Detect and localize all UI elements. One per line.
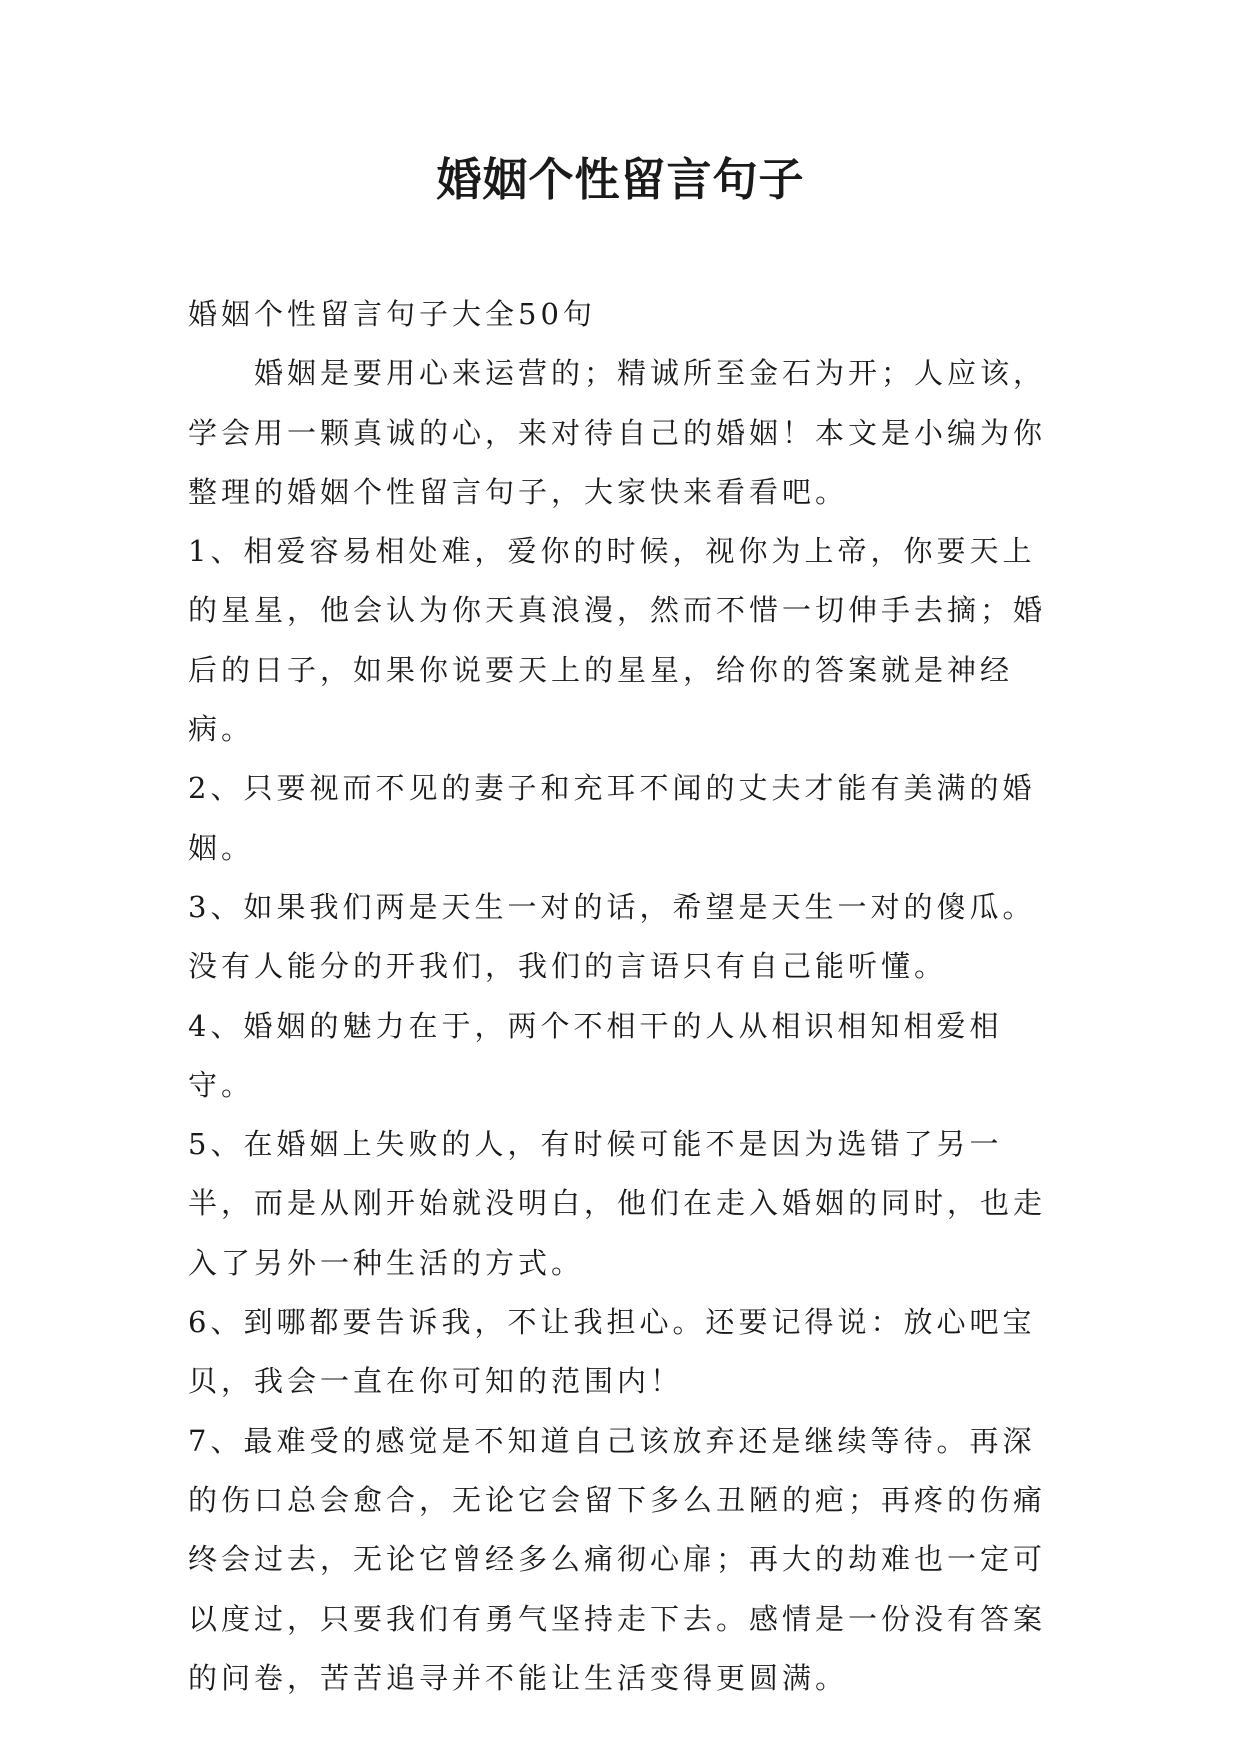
quote-paragraph-4: 4、婚姻的魅力在于，两个不相干的人从相识相知相爱相守。 <box>188 1008 1003 1102</box>
quote-paragraph-1: 1、相爱容易相处难，爱你的时候，视你为上帝，你要天上的星星，他会认为你天真浪漫，然而不惜一切伸手去摘；婚后的日子，如果你说要天上的星星，给你的答案就是神经病。 <box>188 534 1047 747</box>
quote-paragraph-6: 6、到哪都要告诉我，不让我担心。还要记得说：放心吧宝贝，我会一直在你可知的范围内！ <box>188 1305 1036 1399</box>
page-title: 婚姻个性留言句子 <box>436 153 805 206</box>
quote-paragraph-5: 5、在婚姻上失败的人，有时候可能不是因为选错了另一半，而是从刚开始就没明白，他们在走入婚姻的同时，也走入了另外一种生活的方式。 <box>188 1127 1047 1280</box>
subtitle-paragraph: 婚姻个性留言句子大全50句 <box>188 297 596 331</box>
quote-paragraph-3: 3、如果我们两是天生一对的话，希望是天生一对的傻瓜。没有人能分的开我们，我们的言语只有自己能听懂。 <box>188 889 1036 984</box>
quote-paragraph-2: 2、只要视而不见的妻子和充耳不闻的丈夫才能有美满的婚姻。 <box>188 771 1036 865</box>
quote-paragraph-7: 7、最难受的感觉是不知道自己该放弃还是继续等待。再深的伤口总会愈合，无论它会留下多么丑陋的疤；再疼的伤痛终会过去，无论它曾经多么痛彻心扉；再大的劫难也一定可以度过，只要我们有勇气坚持走下去。感情是一份没有答案的问卷，苦苦追寻并不能让生活变得更圆满。 <box>188 1423 1047 1695</box>
intro-paragraph: 婚姻是要用心来运营的；精诚所至金石为开；人应该，学会用一颗真诚的心，来对待自己的婚姻！本文是小编为你整理的婚姻个性留言句子，大家快来看看吧。 <box>188 356 1047 509</box>
document-body <box>188 285 1068 1708</box>
